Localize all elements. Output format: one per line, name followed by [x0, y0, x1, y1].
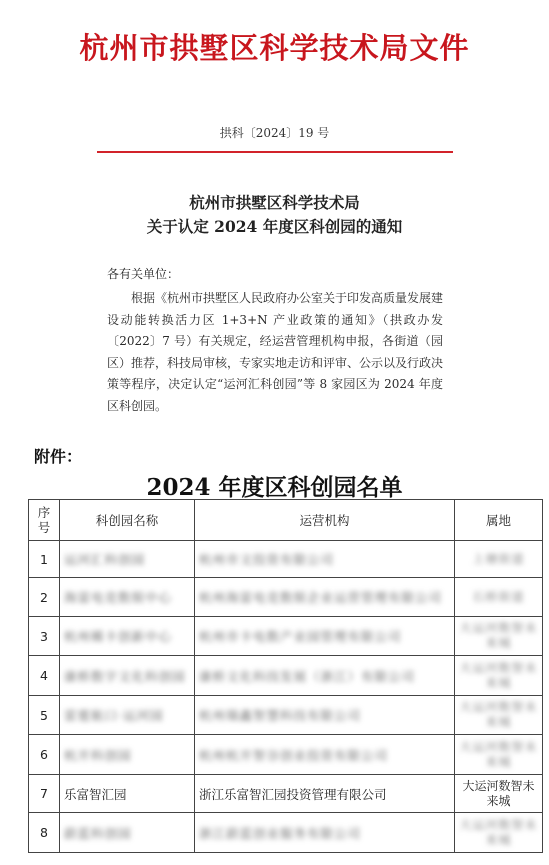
- notice-body: 根据《杭州市拱墅区人民政府办公室关于印发高质量发展建设动能转换活力区 1+3+N 产业政策的通知》（拱政办发〔2022〕7 号）有关规定，经运营管理机构申报，各街道（园区）推荐，科技局审核，专家实地走访和评审、公示以及行政决策等程序，决定认定“运河汇科创园”等 8 家园区为 2024 年度区科创园。: [107, 291, 444, 413]
- row-district: [455, 735, 543, 775]
- redacted-park-name: 运河汇科创园: [64, 552, 146, 567]
- redacted-org: 浙江蔚蓝创业服务有限公司: [199, 825, 362, 841]
- redacted-district: 石桥街道: [472, 589, 525, 604]
- row-index: 7: [29, 775, 60, 813]
- table-row: [29, 578, 543, 617]
- list-title: 2024 年度区科创园名单: [146, 474, 403, 501]
- column-header-org: 运营机构: [195, 500, 455, 541]
- row-org: [195, 578, 455, 617]
- redacted-org: 杭州瑞鑫智慧科技有限公司: [199, 708, 362, 723]
- table-row: [29, 696, 543, 735]
- table-row: [29, 813, 543, 853]
- row-park-name: [60, 656, 195, 696]
- table-row: [29, 617, 543, 656]
- redacted-park-name: 海富电竞数娱中心: [64, 590, 173, 605]
- row-district: [455, 696, 543, 735]
- row-index: 6: [29, 735, 60, 775]
- row-park-name: [60, 735, 195, 775]
- row-org: [195, 696, 455, 735]
- notice-title: [0, 191, 549, 239]
- redacted-org: 杭州海富电竞数娱企业运营管理有限公司: [199, 590, 443, 605]
- row-district: [455, 541, 543, 578]
- red-divider: [97, 151, 453, 153]
- row-park-name: [60, 696, 195, 735]
- row-park-name: [60, 541, 195, 578]
- redacted-park-name: 蔚蓝科创园: [64, 825, 132, 841]
- row-park-name: [60, 813, 195, 853]
- salutation: 各有关单位：: [107, 267, 180, 281]
- redacted-district: 大运河数智未来城: [459, 621, 538, 650]
- notice-title-line1: 杭州市拱墅区科学技术局: [189, 193, 360, 212]
- row-park-name: [60, 578, 195, 617]
- row-index: 8: [29, 813, 60, 853]
- redacted-district: 大运河数智未来城: [459, 660, 538, 690]
- redacted-district: 大运河数智未来城: [459, 700, 538, 729]
- redacted-org: 康桥文化科技发展（浙江）有限公司: [199, 668, 416, 684]
- row-org: [195, 735, 455, 775]
- document-header-title: 杭州市拱墅区科学技术局文件: [79, 31, 470, 65]
- table-header-row: [29, 500, 543, 541]
- redacted-org: 杭州杭开智谷创业投资有限公司: [199, 747, 389, 763]
- redacted-park-name: 杭开科创园: [64, 747, 132, 763]
- table-row: [29, 541, 543, 578]
- redacted-district: 大运河数智未来城: [459, 739, 538, 769]
- redacted-org: 杭州市卡电数产业园管理有限公司: [199, 629, 402, 644]
- redacted-district: 大运河数智未来城: [459, 817, 538, 847]
- document-number: 拱科〔2024〕19 号: [219, 126, 330, 140]
- redacted-district: 上塘街道: [472, 551, 525, 566]
- row-index: 4: [29, 656, 60, 696]
- redacted-park-name: 康桥数字文化科创园: [64, 668, 186, 684]
- row-index: 1: [29, 541, 60, 578]
- row-index: 2: [29, 578, 60, 617]
- park-list-table: [28, 499, 543, 853]
- row-park-name: [60, 617, 195, 656]
- attachment-label: 附件：: [34, 447, 83, 466]
- notice-title-line2: 关于认定 2024 年度区科创园的通知: [146, 217, 403, 236]
- row-org: 浙江乐富智汇园投资管理有限公司: [195, 775, 455, 813]
- row-org: [195, 617, 455, 656]
- row-district: 大运河数智未来城: [455, 775, 543, 813]
- column-header-park: 科创园名称: [60, 500, 195, 541]
- row-org: [195, 541, 455, 578]
- column-header-index: 序号: [29, 500, 60, 541]
- row-district: [455, 813, 543, 853]
- table-row: [29, 656, 543, 696]
- table-row: [29, 735, 543, 775]
- row-district: [455, 656, 543, 696]
- redacted-park-name: 杭州稀卡创新中心: [64, 629, 173, 644]
- row-index: 3: [29, 617, 60, 656]
- row-district: [455, 617, 543, 656]
- table-row: [29, 775, 543, 813]
- redacted-org: 杭州市文投资有限公司: [199, 552, 335, 567]
- row-org: [195, 656, 455, 696]
- row-org: [195, 813, 455, 853]
- column-header-district: 属地: [455, 500, 543, 541]
- row-index: 5: [29, 696, 60, 735]
- row-park-name: 乐富智汇园: [60, 775, 195, 813]
- row-district: [455, 578, 543, 617]
- redacted-park-name: 雷霆航口·运河园: [64, 708, 164, 723]
